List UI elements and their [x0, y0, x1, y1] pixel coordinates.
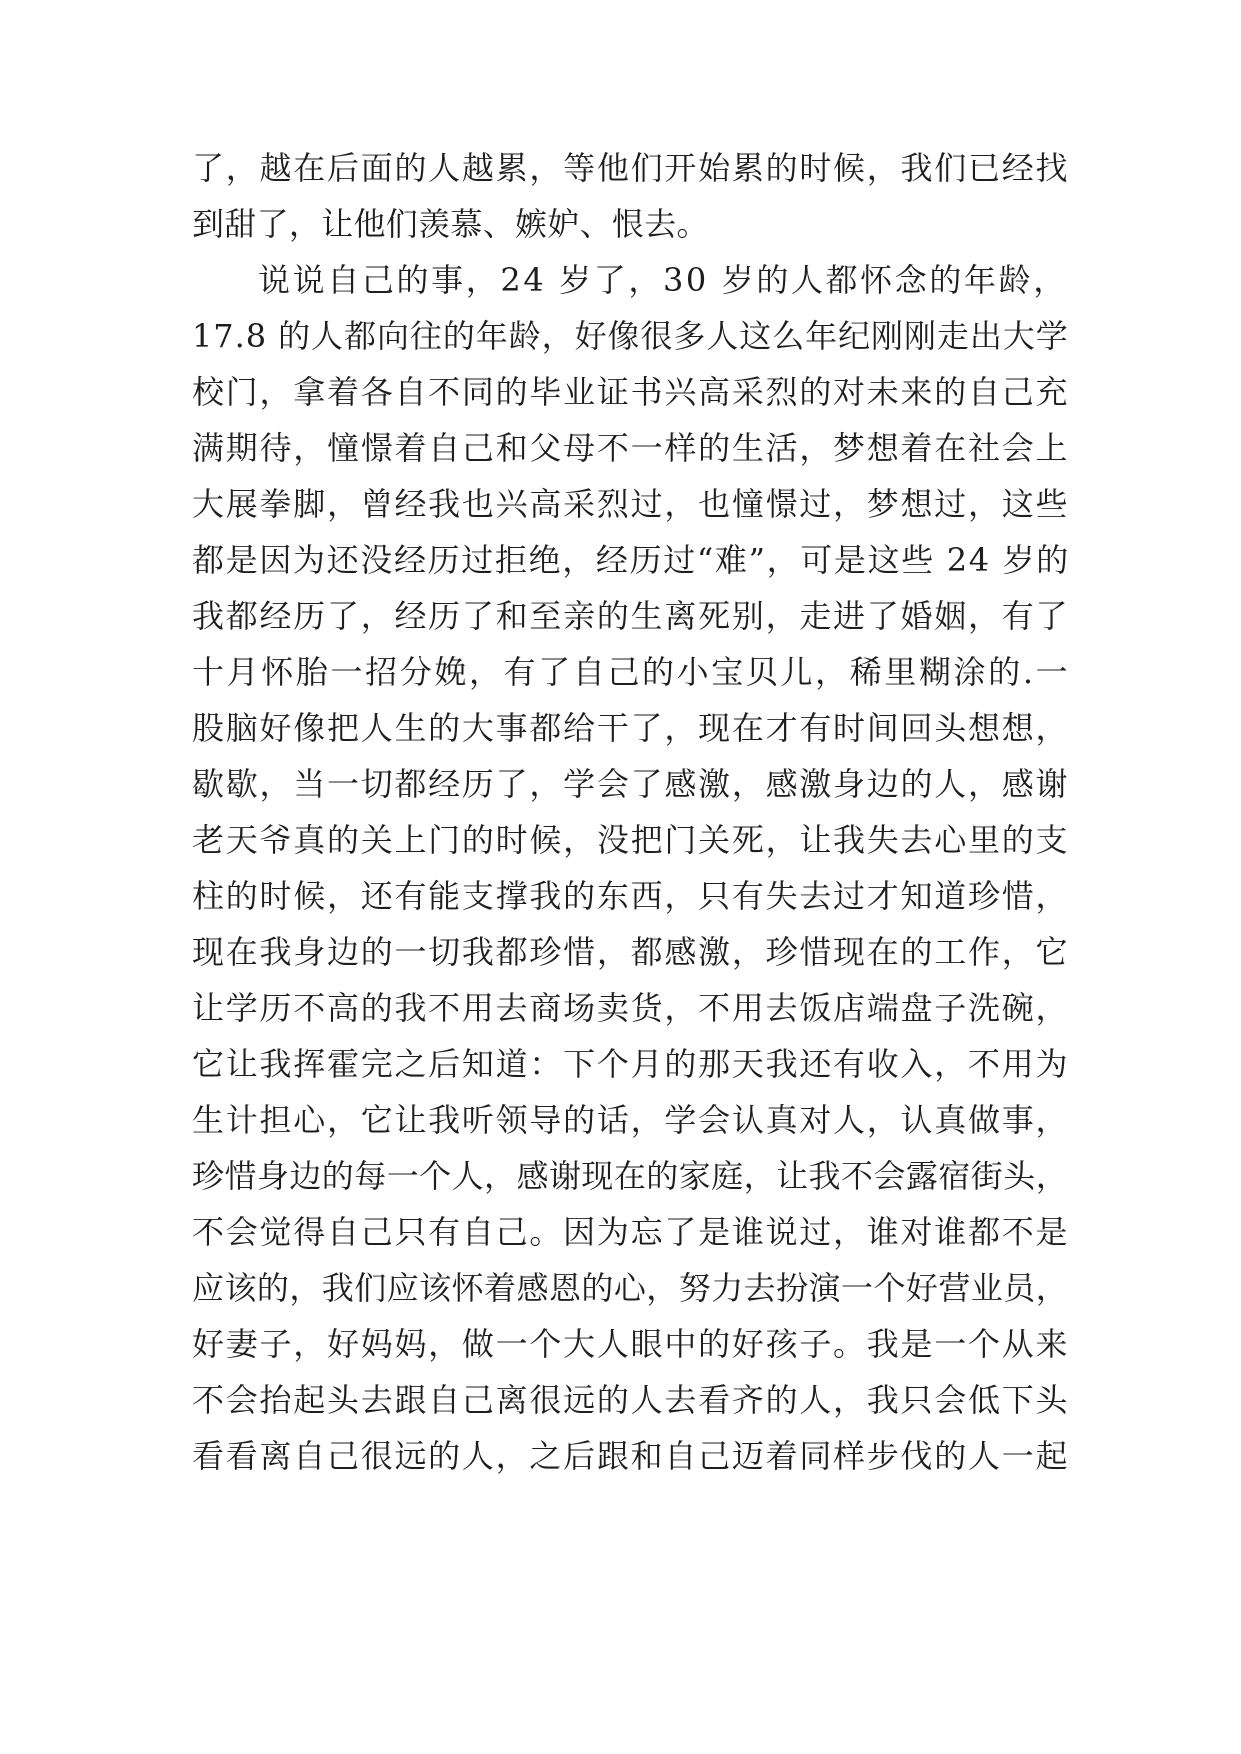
text-line: 我都经历了，经历了和至亲的生离死别，走进了婚姻，有了: [192, 597, 1070, 635]
text-line: 珍惜身边的每一个人，感谢现在的家庭，让我不会露宿街头，: [192, 1157, 1069, 1195]
text-line: 它让我挥霍完之后知道：下个月的那天我还有收入，不用为: [192, 1045, 1070, 1083]
text-line: 校门，拿着各自不同的毕业证书兴高采烈的对未来的自己充: [192, 373, 1070, 411]
text-line: 到甜了，让他们羡慕、嫉妒、恨去。: [192, 205, 709, 243]
text-line: 十月怀胎一招分娩，有了自己的小宝贝儿，稀里糊涂的.一: [192, 653, 1071, 691]
text-line: 不会抬起头去跟自己离很远的人去看齐的人，我只会低下头: [192, 1381, 1070, 1419]
text-line: 看看离自己很远的人，之后跟和自己迈着同样步伐的人一起: [192, 1437, 1070, 1475]
text-line: 大展拳脚，曾经我也兴高采烈过，也憧憬过，梦想过，这些: [192, 485, 1070, 523]
text-line: 现在我身边的一切我都珍惜，都感激，珍惜现在的工作，它: [192, 933, 1070, 971]
paragraph-first-line: 说说自己的事，24 岁了，30 岁的人都怀念的年龄，: [258, 261, 1068, 299]
text-line: 满期待，憧憬着自己和父母不一样的生活，梦想着在社会上: [192, 429, 1070, 467]
text-line: 老天爷真的关上门的时候，没把门关死，让我失去心里的支: [192, 821, 1070, 859]
text-line: 歇歇，当一切都经历了，学会了感激，感激身边的人，感谢: [192, 765, 1070, 803]
text-line: 柱的时候，还有能支撑我的东西，只有失去过才知道珍惜，: [192, 877, 1070, 915]
text-line: 不会觉得自己只有自己。因为忘了是谁说过，谁对谁都不是: [192, 1213, 1070, 1251]
text-line: 应该的，我们应该怀着感恩的心，努力去扮演一个好营业员，: [192, 1269, 1069, 1307]
text-line: 了，越在后面的人越累，等他们开始累的时候，我们已经找: [192, 149, 1070, 187]
text-line: 让学历不高的我不用去商场卖货，不用去饭店端盘子洗碗，: [192, 989, 1070, 1027]
text-line: 都是因为还没经历过拒绝，经历过“难”，可是这些 24 岁的: [192, 541, 1070, 579]
text-line: 生计担心，它让我听领导的话，学会认真对人，认真做事，: [192, 1101, 1070, 1139]
text-line: 股脑好像把人生的大事都给干了，现在才有时间回头想想，: [192, 709, 1070, 747]
text-line: 17.8 的人都向往的年龄，好像很多人这么年纪刚刚走出大学: [192, 317, 1069, 355]
text-line: 好妻子，好妈妈，做一个大人眼中的好孩子。我是一个从来: [192, 1325, 1070, 1363]
